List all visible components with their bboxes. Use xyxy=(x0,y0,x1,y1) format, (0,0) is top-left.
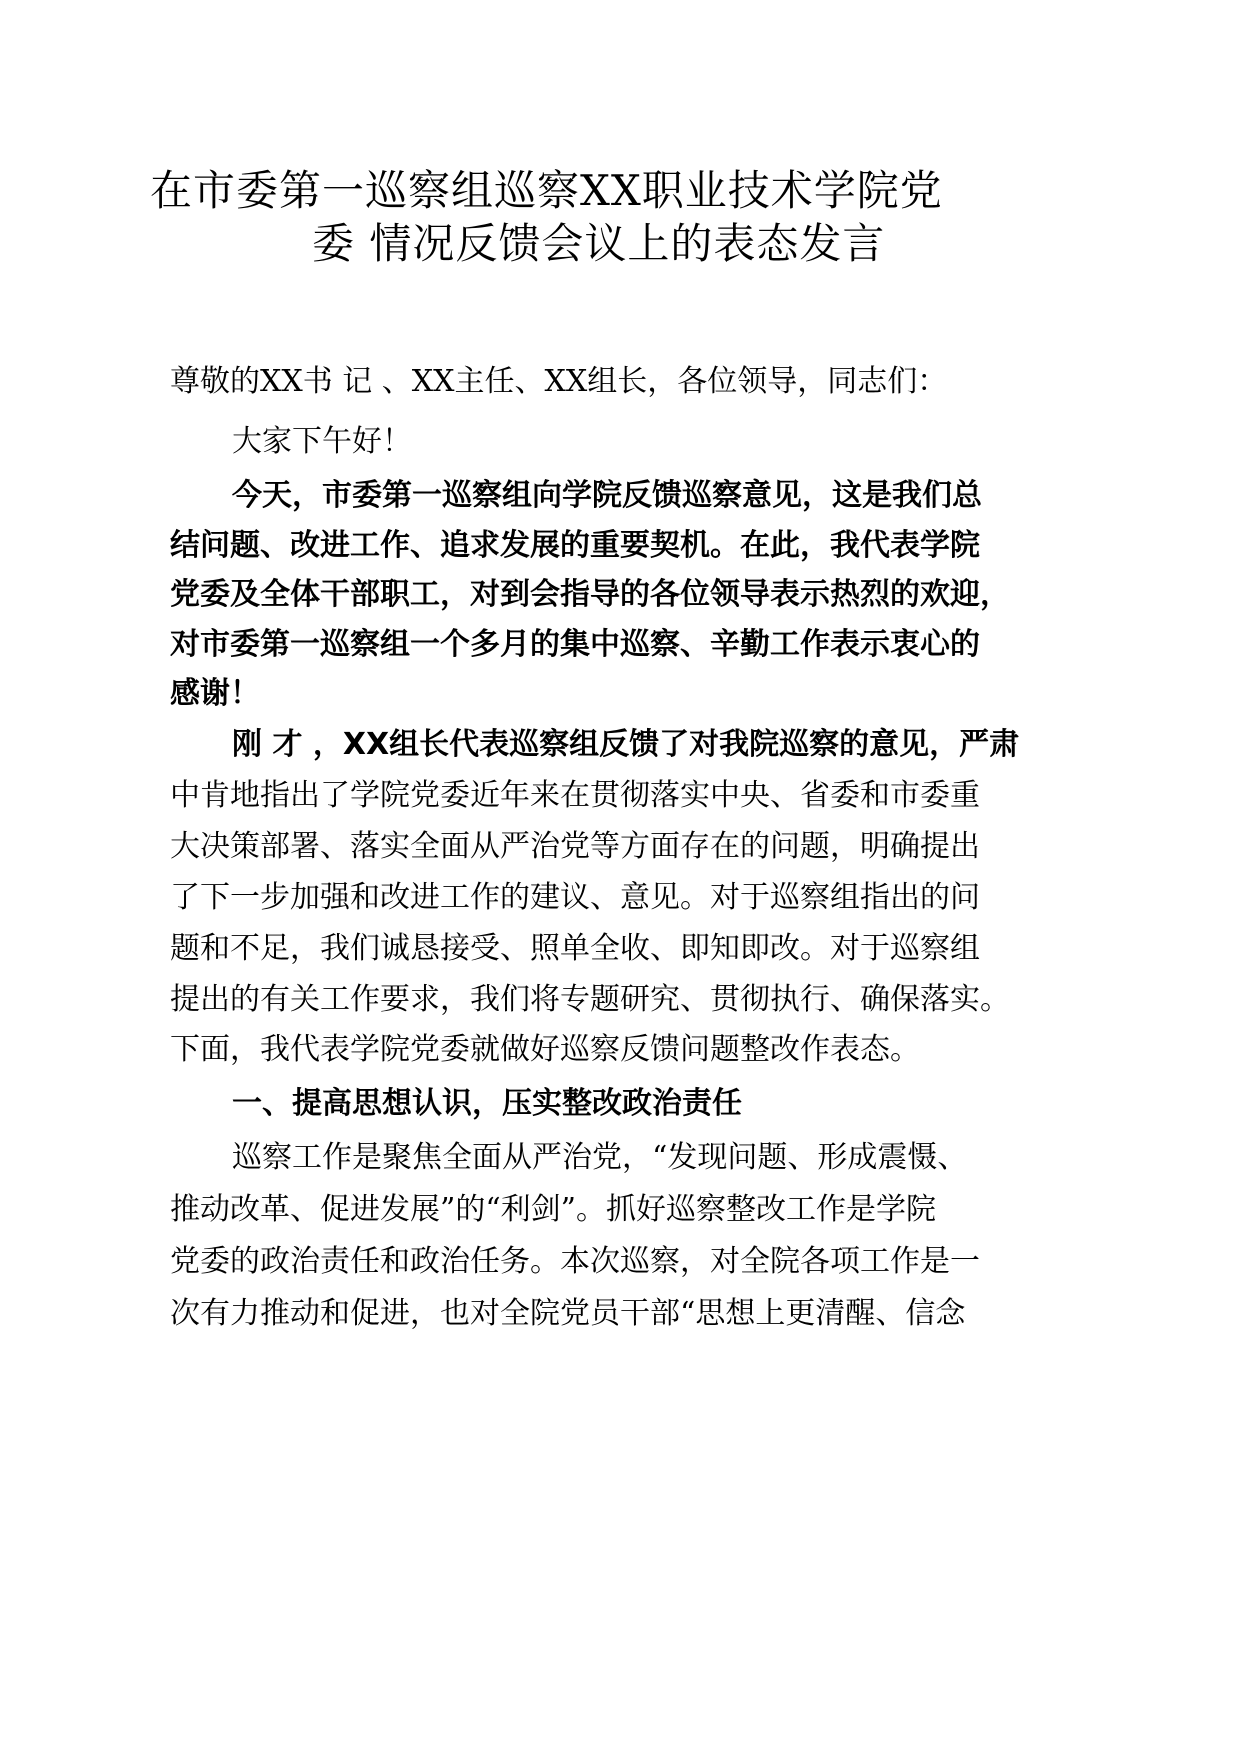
paragraph-line: 巡察工作是聚焦全面从严治党，“发现问题、形成震慑、 xyxy=(232,1140,968,1175)
paragraph-line: 感谢！ xyxy=(170,676,260,711)
paragraph-line: 提出的有关工作要求，我们将专题研究、贯彻执行、确保落实。 xyxy=(170,982,1010,1017)
paragraph-line: 刚 才 ，XX组长代表巡察组反馈了对我院巡察的意见，严肃 xyxy=(232,727,1020,762)
greeting: 大家下午好！ xyxy=(232,424,412,459)
paragraph-line: 下面，我代表学院党委就做好巡察反馈问题整改作表态。 xyxy=(170,1032,920,1067)
paragraph-line: 大决策部署、落实全面从严治党等方面存在的问题，明确提出 xyxy=(170,829,980,864)
paragraph-line: 中肯地指出了学院党委近年来在贯彻落实中央、省委和市委重 xyxy=(170,778,980,813)
paragraph-line: 了下一步加强和改进工作的建议、意见。对于巡察组指出的问 xyxy=(170,880,980,915)
paragraph-line: 推动改革、促进发展”的“利剑”。抓好巡察整改工作是学院 xyxy=(170,1192,937,1227)
section-heading: 一、提高思想认识，压实整改政治责任 xyxy=(232,1086,742,1121)
document-title-line-2: 委 情况反馈会议上的表态发言 xyxy=(312,219,886,268)
paragraph-line: 对市委第一巡察组一个多月的集中巡察、辛勤工作表示衷心的 xyxy=(170,627,980,662)
salutation: 尊敬的XX书 记 、XX主任、XX组长，各位领导，同志们： xyxy=(170,364,948,399)
paragraph-line: 党委的政治责任和政治任务。本次巡察，对全院各项工作是一 xyxy=(170,1244,980,1279)
paragraph-line: 党委及全体干部职工，对到会指导的各位领导表示热烈的欢迎， xyxy=(170,577,1010,612)
paragraph-line: 题和不足，我们诚恳接受、照单全收、即知即改。对于巡察组 xyxy=(170,931,980,966)
paragraph-line: 结问题、改进工作、追求发展的重要契机。在此，我代表学院 xyxy=(170,528,980,563)
paragraph-line: 今天，市委第一巡察组向学院反馈巡察意见，这是我们总 xyxy=(232,478,982,513)
document-title-line-1: 在市委第一巡察组巡察XX职业技术学院党 xyxy=(150,166,943,215)
paragraph-line: 次有力推动和促进，也对全院党员干部“思想上更清醒、信念 xyxy=(170,1296,966,1331)
